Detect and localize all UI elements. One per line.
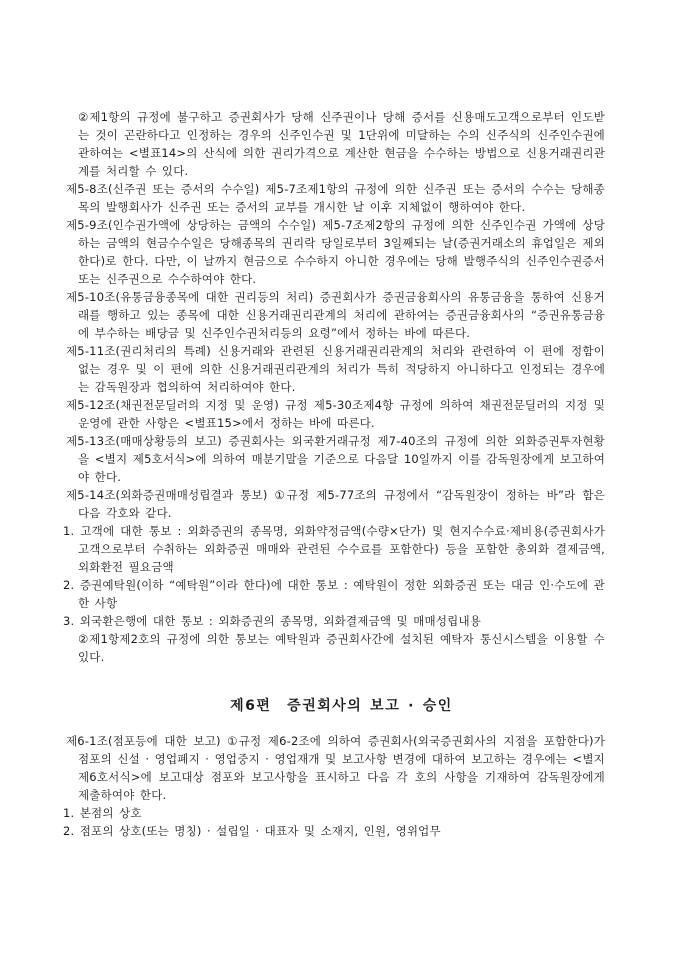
list-item: 1. 본점의 상호 (63, 806, 142, 820)
article-paragraph: 제5-12조(채권전문딜러의 지정 및 운영) 규정 제5-30조제4항 규정에 의하여 채권전문딜러의 지정 및 운영에 관한 사항은 <별표15>에서 정하는 바에 따른다. (66, 398, 605, 430)
list-item: 3. 외국환은행에 대한 통보 : 외화증권의 종목명, 외화결제금액 및 매매성립내용 (63, 614, 482, 628)
article-paragraph: 제5-11조(권리처리의 특례) 신용거래와 관련된 신용거래권리관계의 처리와 관련하여 이 편에 정함이 없는 경우 및 이 편에 의한 신용거래권리관계의 처리가 특히 적당하지 아니하다고 인정되는 경우에는 감독원장과 협의하여 처리하여야 한다. (66, 344, 605, 394)
article-paragraph: 제6-1조(점포등에 대한 보고) ①규정 제6-2조에 의하여 증권회사(외국증권회사의 지점을 포함한다)가 점포의 신설 · 영업폐지 · 영업중지 · 영업재개 및 보고사항 변경에 대하여 보고하는 경우에는 <별지 제6호서식>에 보고대상 점포와 보고사항을 표시하고 다음 각 호의 사항을 기재하여 감독원장에게 제출하여야 한다. (66, 734, 605, 802)
document-text-block (63, 108, 605, 840)
sub-paragraph: ②제1항의 규정에 불구하고 증권회사가 당해 신주권이나 당해 증서를 신용매도고객으로부터 인도받는 것이 곤란하다고 인정하는 경우의 신주인수권 및 1단위에 미달하는 수의 신주식의 신주인수권에 관하여는 <별표14>의 산식에 의한 권리가격으로 계산한 현금을 수수하는 방법으로 신용거래권리관계를 처리할 수 있다. (78, 110, 605, 178)
article-paragraph: 제5-14조(외화증권매매성립결과 통보) ①규정 제5-77조의 규정에서 “감독원장이 정하는 바”라 함은 다음 각호와 같다. (66, 488, 605, 520)
sub-paragraph: ②제1항제2호의 규정에 의한 통보는 예탁원과 증권회사간에 설치된 예탁자 통신시스템을 이용할 수 있다. (78, 632, 605, 664)
article-paragraph: 제5-13조(매매상황등의 보고) 증권회사는 외국환거래규정 제7-40조의 규정에 의한 외화증권투자현황을 <별지 제5호서식>에 의하여 매분기말을 기준으로 다음달 10일까지 이를 감독원장에게 보고하여야 한다. (66, 434, 605, 484)
article-paragraph: 제5-10조(유통금융종목에 대한 권리등의 처리) 증권회사가 증권금융회사의 유통금융을 통하여 신용거래를 행하고 있는 종목에 대한 신용거래권리관계의 처리에 관하여는 증권금융회사의 “증권유통금융에 부수하는 배당금 및 신주인수권처리등의 요령”에서 정하는 바에 따른다. (66, 290, 605, 340)
list-item: 2. 증권예탁원(이하 “예탁원”이라 한다)에 대한 통보 : 예탁원이 정한 외화증권 또는 대금 인·수도에 관한 사항 (63, 578, 605, 610)
list-item: 1. 고객에 대한 통보 : 외화증권의 종목명, 외화약정금액(수량×단가) 및 현지수수료·제비용(증권회사가 고객으로부터 수취하는 외화증권 매매와 관련된 수수료를 포함한다) 등을 포함한 총외화 결제금액, 외화환전 필요금액 (63, 524, 605, 574)
list-item: 2. 점포의 상호(또는 명칭) · 설립일 · 대표자 및 소재지, 인원, 영위업무 (63, 824, 441, 838)
section-heading: 제6편 증권회사의 보고 · 승인 (230, 698, 453, 714)
article-paragraph: 제5-9조(인수권가액에 상당하는 금액의 수수일) 제5-7조제2항의 규정에 의한 신주인수권 가액에 상당하는 금액의 현금수수일은 당해종목의 권리락 당일로부터 3일째되는 날(증권거래소의 휴업일은 제외한다)로 한다. 다만, 이 날까지 현금으로 수수하지 아니한 경우에는 당해 발행주식의 신주인수권증서 또는 신주권으로 수수하여야 한다. (66, 218, 605, 286)
article-paragraph: 제5-8조(신주권 또는 증서의 수수일) 제5-7조제1항의 규정에 의한 신주권 또는 증서의 수수는 당해종목의 발행회사가 신주권 또는 증서의 교부를 개시한 날 이후 지체없이 행하여야 한다. (66, 182, 605, 214)
